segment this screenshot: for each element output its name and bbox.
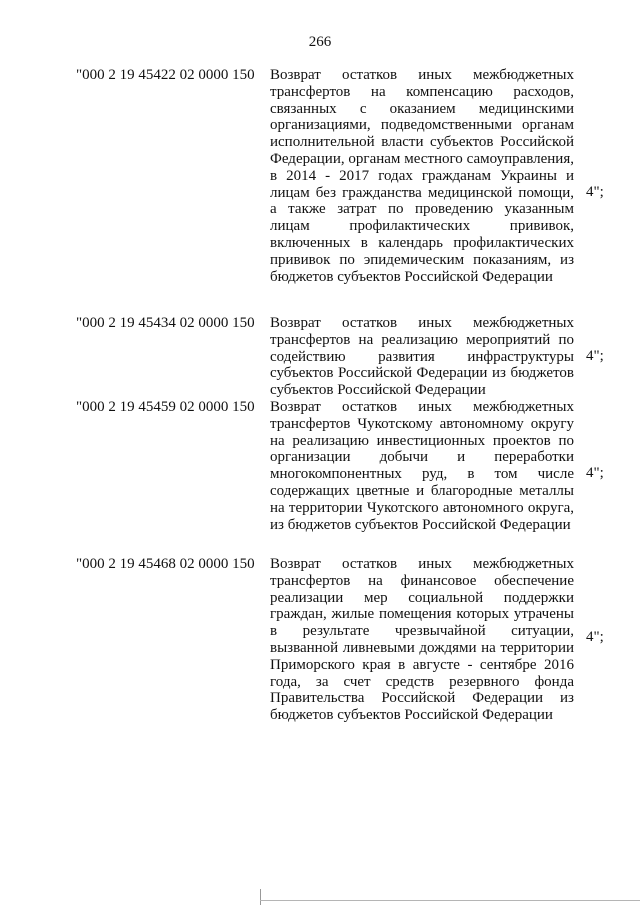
entry-suffix: 4"; bbox=[586, 348, 604, 364]
budget-classification-code: "000 2 19 45459 02 0000 150 bbox=[76, 399, 255, 415]
budget-classification-code: "000 2 19 45422 02 0000 150 bbox=[76, 67, 255, 83]
budget-code-description: Возврат остатков иных межбюджетных трансфертов на реализацию мероприятий по содействию развития инфраструктуры субъектов Российской Федерации из бюджетов субъектов Российской Федерации bbox=[270, 315, 574, 399]
page-number: 266 bbox=[308, 34, 332, 50]
scan-edge-horizontal bbox=[260, 900, 640, 901]
budget-code-description: Возврат остатков иных межбюджетных трансфертов Чукотскому автономному округу на реализацию инвестиционных проектов по организации добычи и переработки многокомпонентных руд, в том числе содержащих цветные и благородные металлы на территории Чукотского автономного округа, из бюджетов субъектов Российской Федерации bbox=[270, 399, 574, 533]
scan-edge-vertical bbox=[260, 889, 261, 905]
entry-suffix: 4"; bbox=[586, 184, 604, 200]
entry-suffix: 4"; bbox=[586, 629, 604, 645]
budget-classification-code: "000 2 19 45434 02 0000 150 bbox=[76, 315, 255, 331]
budget-code-description: Возврат остатков иных межбюджетных трансфертов на финансовое обеспечение реализации мер социальной поддержки граждан, жилые помещения которых утрачены в результате чрезвычайной ситуации, вызванной ливневыми дождями на территории Приморского края в августе - сентябре 2016 года, за счет средств резервного фонда Правительства Российской Федерации из бюджетов субъектов Российской Федерации bbox=[270, 556, 574, 724]
budget-code-description: Возврат остатков иных межбюджетных трансфертов на компенсацию расходов, связанных с оказанием медицинскими организациями, подведомственными органам исполнительной власти субъектов Российской Федерации, органам местного самоуправления, в 2014 - 2017 годах гражданам Украины и лицам без гражданства медицинской помощи, а также затрат по проведению указанным лицам профилактических прививок, включенных в календарь профилактических прививок по эпидемическим показаниям, из бюджетов субъектов Российской Федерации bbox=[270, 67, 574, 285]
budget-classification-code: "000 2 19 45468 02 0000 150 bbox=[76, 556, 255, 572]
entry-suffix: 4"; bbox=[586, 465, 604, 481]
